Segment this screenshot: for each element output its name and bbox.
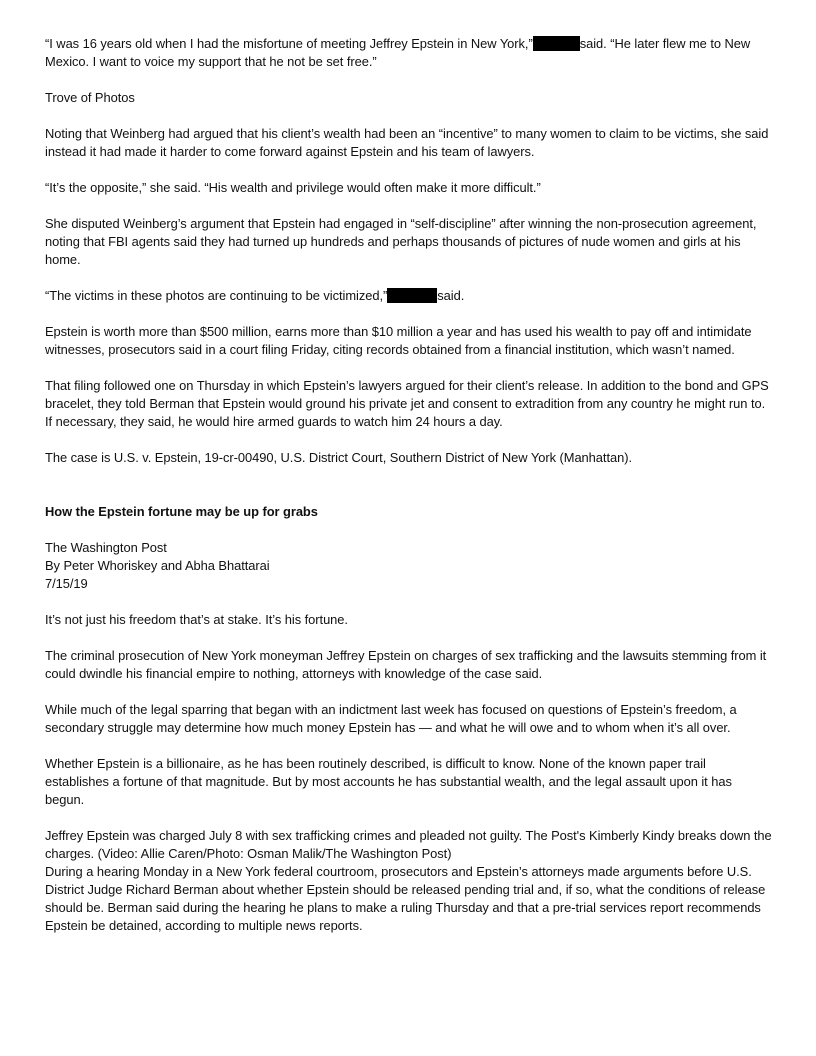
section-subhead-trove-of-photos: Trove of Photos [45, 90, 135, 105]
article-byline: By Peter Whoriskey and Abha Bhattarai [45, 558, 270, 573]
paragraph: “It’s the opposite,” she said. “His wealth and privilege would often make it more difficult.” [45, 180, 541, 195]
paragraph-case-citation: The case is U.S. v. Epstein, 19-cr-00490, U.S. District Court, Southern District of New York (Manhattan). [45, 450, 632, 465]
video-caption: Jeffrey Epstein was charged July 8 with sex trafficking crimes and pleaded not guilty. The Post's Kimberly Kindy breaks down the charges. (Video: Allie Caren/Photo: Osman Malik/The Washington Post) [45, 828, 772, 861]
paragraph-quote-victim: “I was 16 years old when I had the misfortune of meeting Jeffrey Epstein in New York,” said. “He later flew me to New Mexico. I want to voice my support that he not be set free.” [45, 36, 751, 69]
section-gap [45, 485, 773, 503]
paragraph: Noting that Weinberg had argued that his client’s wealth had been an “incentive” to many women to claim to be victims, she said instead it had made it harder to come forward against Epstein and his team of lawyers. [45, 126, 769, 159]
paragraph: During a hearing Monday in a New York federal courtroom, prosecutors and Epstein’s attorneys made arguments before U.S. District Judge Richard Berman about whether Epstein should be released pending trial and, if so, what the conditions of release should be. Berman said during the hearing he plans to make a ruling Thursday and that a pre-trial services report recommends Epstein be detained, according to multiple news reports. [45, 864, 766, 933]
paragraph: Whether Epstein is a billionaire, as he has been routinely described, is difficult to know. None of the known paper trail establishes a fortune of that magnitude. But by most accounts he has substantial wealth, and the legal assault upon it has begun. [45, 756, 732, 807]
article-headline: How the Epstein fortune may be up for grabs [45, 504, 318, 519]
redaction-bar [387, 288, 437, 303]
redaction-bar [533, 36, 580, 51]
paragraph: That filing followed one on Thursday in which Epstein’s lawyers argued for their client’s release. In addition to the bond and GPS bracelet, they told Berman that Epstein would ground his private jet and consent to extradition from any country he might run to. If necessary, they said, he would hire armed guards to watch him 24 hours a day. [45, 378, 769, 429]
paragraph: Epstein is worth more than $500 million, earns more than $10 million a year and has used his wealth to pay off and intimidate witnesses, prosecutors said in a court filing Friday, citing records obtained from a financial institution, which wasn’t named. [45, 324, 752, 357]
paragraph: It’s not just his freedom that’s at stake. It’s his fortune. [45, 612, 348, 627]
paragraph: She disputed Weinberg’s argument that Epstein had engaged in “self-discipline” after winning the non-prosecution agreement, noting that FBI agents said they had turned up hundreds and perhaps thousands of pictures of nude women and girls at his home. [45, 216, 757, 267]
document-body [45, 35, 773, 953]
article-date: 7/15/19 [45, 576, 88, 591]
paragraph: The criminal prosecution of New York moneyman Jeffrey Epstein on charges of sex trafficking and the lawsuits stemming from it could dwindle his financial empire to nothing, attorneys with knowledge of the case said. [45, 648, 767, 681]
paragraph-quote-victimized: “The victims in these photos are continuing to be victimized,” said. [45, 288, 465, 303]
article-publication: The Washington Post [45, 540, 167, 555]
paragraph: While much of the legal sparring that began with an indictment last week has focused on questions of Epstein’s freedom, a secondary struggle may determine how much money Epstein has — and what he will owe and to whom when it’s all over. [45, 702, 737, 735]
